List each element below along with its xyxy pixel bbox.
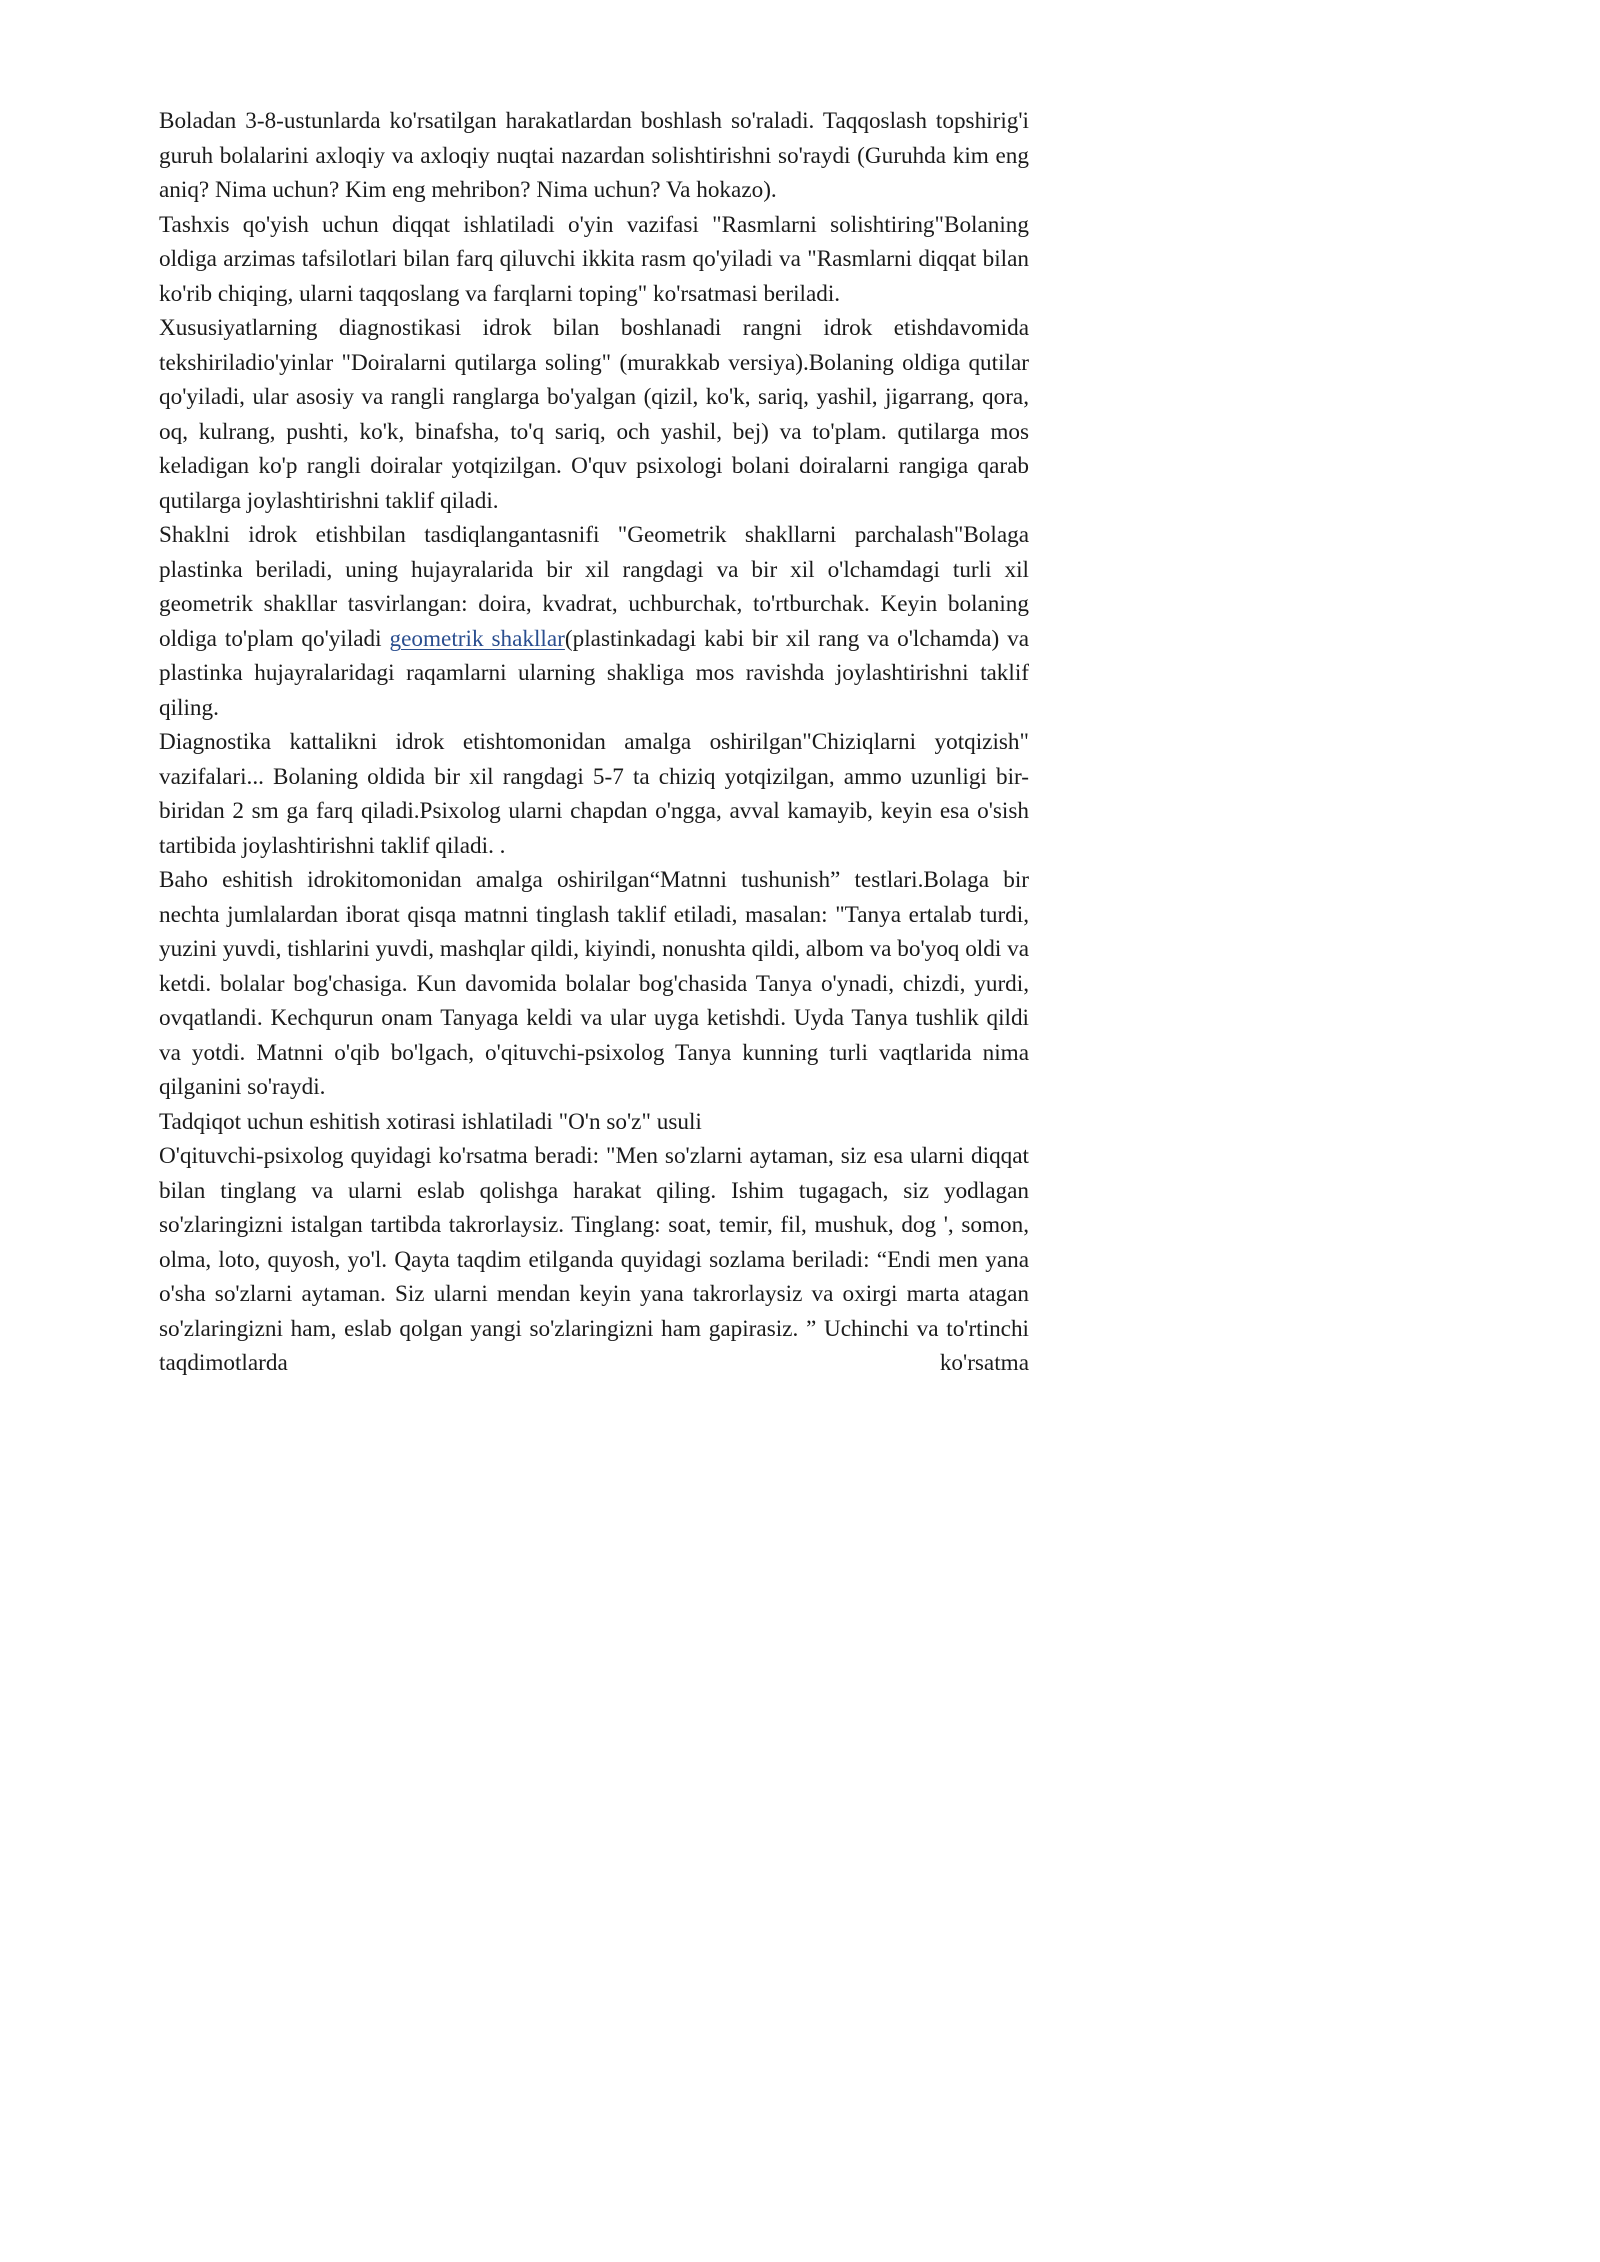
paragraph-8: O'qituvchi-psixolog quyidagi ko'rsatma beradi: "Men so'zlarni aytaman, siz esa ularni diqqat bilan tinglang va ularni eslab qolishga harakat qiling. Ishim tugagach, siz yodlagan so'zlaringizni istalgan tartibda takrorlaysiz. Tinglang: soat, temir, fil, mushuk, dog ', somon, olma, loto, quyosh, yo'l. Qayta taqdim etilganda quyidagi sozlama beriladi: “Endi men yana o'sha so'zlarni aytaman. Siz ularni mendan keyin yana takrorlaysiz va oxirgi marta atagan so'zlaringizni ham, eslab qolgan yangi so'zlaringizni ham gapirasiz. ” Uchinchi va to'rtinchi taqdimotlarda ko'rsatma <box>159 1143 1029 1376</box>
paragraph-1: Boladan 3-8-ustunlarda ko'rsatilgan harakatlardan boshlash so'raladi. Taqqoslash topshirig'i guruh bolalarini axloqiy va axloqiy nuqtai nazardan solishtirishni so'raydi (Guruhda kim eng aniq? Nima uchun? Kim eng mehribon? Nima uchun? Va hokazo). <box>159 108 1029 203</box>
paragraph-2: Tashxis qo'yish uchun diqqat ishlatiladi o'yin vazifasi "Rasmlarni solishtiring"Bolaning oldiga arzimas tafsilotlari bilan farq qiluvchi ikkita rasm qo'yiladi va "Rasmlarni diqqat bilan ko'rib chiqing, ularni taqqoslang va farqlarni toping" ko'rsatmasi beriladi. <box>159 211 1029 307</box>
paragraph-7: Tadqiqot uchun eshitish xotirasi ishlatiladi "O'n so'z" usuli <box>159 1108 702 1135</box>
paragraph-4-text-after: (plastinkadagi kabi bir xil rang va o'lchamda) va plastinka hujayralaridagi raqamlarni ularning shakliga mos ravishda joylashtirishni taklif qiling. <box>159 625 1029 721</box>
document-page <box>159 104 1029 1381</box>
paragraph-3: Xususiyatlarning diagnostikasi idrok bilan boshlanadi rangni idrok etishdavomida tekshiriladio'yinlar "Doiralarni qutilarga soling" (murakkab versiya).Bolaning oldiga qutilar qo'yiladi, ular asosiy va rangli ranglarga bo'yalgan (qizil, ko'k, sariq, yashil, jigarrang, qora, oq, kulrang, pushti, ko'k, binafsha, to'q sariq, och yashil, bej) va to'plam. qutilarga mos keladigan ko'p rangli doiralar yotqizilgan. O'quv psixologi bolani doiralarni rangiga qarab qutilarga joylashtirishni taklif qiladi. <box>159 315 1029 514</box>
paragraph-5: Diagnostika kattalikni idrok etishtomonidan amalga oshirilgan"Chiziqlarni yotqizish" vazifalari... Bolaning oldida bir xil rangdagi 5-7 ta chiziq yotqizilgan, ammo uzunligi bir-biridan 2 sm ga farq qiladi.Psixolog ularni chapdan o'ngga, avval kamayib, keyin esa o'sish tartibida joylashtirishni taklif qiladi. . <box>159 729 1029 859</box>
paragraph-4-text-before: Shaklni idrok etishbilan tasdiqlangantasnifi "Geometrik shakllarni parchalash"Bolaga plastinka beriladi, uning hujayralarida bir xil rangdagi va bir xil o'lchamdagi turli xil geometrik shakllar tasvirlangan: doira, kvadrat, uchburchak, to'rtburchak. Keyin bolaning oldiga to'plam qo'yiladi <box>159 522 1029 652</box>
paragraph-6: Baho eshitish idrokitomonidan amalga oshirilgan“Matnni tushunish” testlari.Bolaga bir nechta jumlalardan iborat qisqa matnni tinglash taklif etiladi, masalan: "Tanya ertalab turdi, yuzini yuvdi, tishlarini yuvdi, mashqlar qildi, kiyindi, nonushta qildi, albom va bo'yoq oldi va ketdi. bolalar bog'chasiga. Kun davomida bolalar bog'chasida Tanya o'ynadi, chizdi, yurdi, ovqatlandi. Kechqurun onam Tanyaga keldi va ular uyga ketishdi. Uyda Tanya tushlik qildi va yotdi. Matnni o'qib bo'lgach, o'qituvchi-psixolog Tanya kunning turli vaqtlarida nima qilganini so'raydi. <box>159 867 1029 1100</box>
paragraph-4 <box>159 518 1029 725</box>
geometric-shapes-link[interactable]: geometrik shakllar <box>389 625 565 652</box>
